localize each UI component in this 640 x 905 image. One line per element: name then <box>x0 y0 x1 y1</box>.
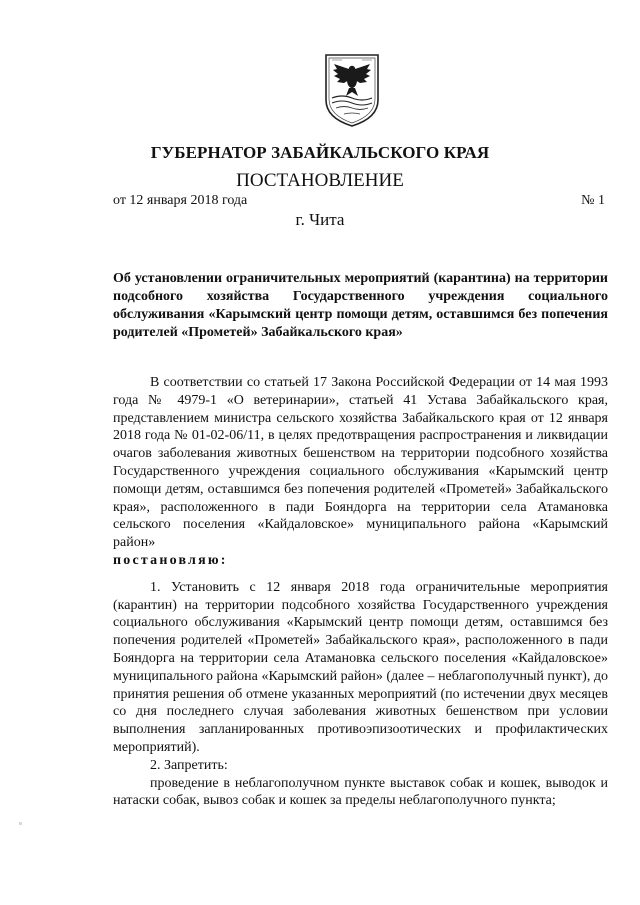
document-body <box>113 374 608 810</box>
preamble-paragraph: В соответствии со статьей 17 Закона Российской Федерации от 14 мая 1993 года № 4979-1 «О ветеринарии», статьей 41 Устава Забайкальского края, представлением министра сельского хозяйства Забайкальского края от 12 января 2018 года № 01-02-06/11, в целях предотвращения распространения и ликвидации очагов заболевания животных бешенством на территории подсобного хозяйства Государственного учреждения социального обслуживания «Карымский центр помощи детям, оставшимся без попечения родителей «Прометей» Забайкальского края», расположенного в пади Бояндорга на территории села Атамановка сельского поселения «Кайдаловское» муниципального района «Карымский район» <box>113 375 608 551</box>
item-1-paragraph: 1. Установить с 12 января 2018 года ограничительные мероприятия (карантин) на территории подсобного хозяйства Государственного учреждения социального обслуживания «Карымский центр помощи детям, оставшимся без попечения родителей «Прометей» Забайкальского края», расположенного в пади Бояндорга на территории села Атамановка сельского поселения «Кайдаловское» муниципального района «Карымский район» (далее – неблагополучный пункт), до принятия решения об отмене указанных мероприятий (по истечении двух месяцев со дня последнего случая заболевания животных бешенством при условии выполнения запланированных противоэпизоотических и профилактических мероприятий). <box>113 579 608 755</box>
document-type: ПОСТАНОВЛЕНИЕ <box>236 170 404 191</box>
document-number: № 1 <box>581 193 605 208</box>
decree-word: постановляю: <box>113 552 228 568</box>
coat-of-arms-icon <box>322 52 382 128</box>
decree-line <box>113 552 608 570</box>
item-2-heading: 2. Запретить: <box>150 757 228 773</box>
paragraph-gap <box>113 570 608 579</box>
scan-artifact <box>19 822 22 825</box>
document-date: от 12 января 2018 года <box>113 193 248 208</box>
issuer-title: ГУБЕРНАТОР ЗАБАЙКАЛЬСКОГО КРАЯ <box>150 143 490 162</box>
document-city: г. Чита <box>295 210 345 229</box>
item-2-text: проведение в неблагополучном пункте выставок собак и кошек, выводок и натаски собак, вывоз собак и кошек за пределы неблагополучного пункта; <box>113 775 608 809</box>
document-subject: Об установлении ограничительных мероприятий (карантина) на территории подсобного хозяйства Государственного учреждения социального обслуживания «Карымский центр помощи детям, оставшимся без попечения родителей «Прометей» Забайкальского края» <box>113 271 608 340</box>
